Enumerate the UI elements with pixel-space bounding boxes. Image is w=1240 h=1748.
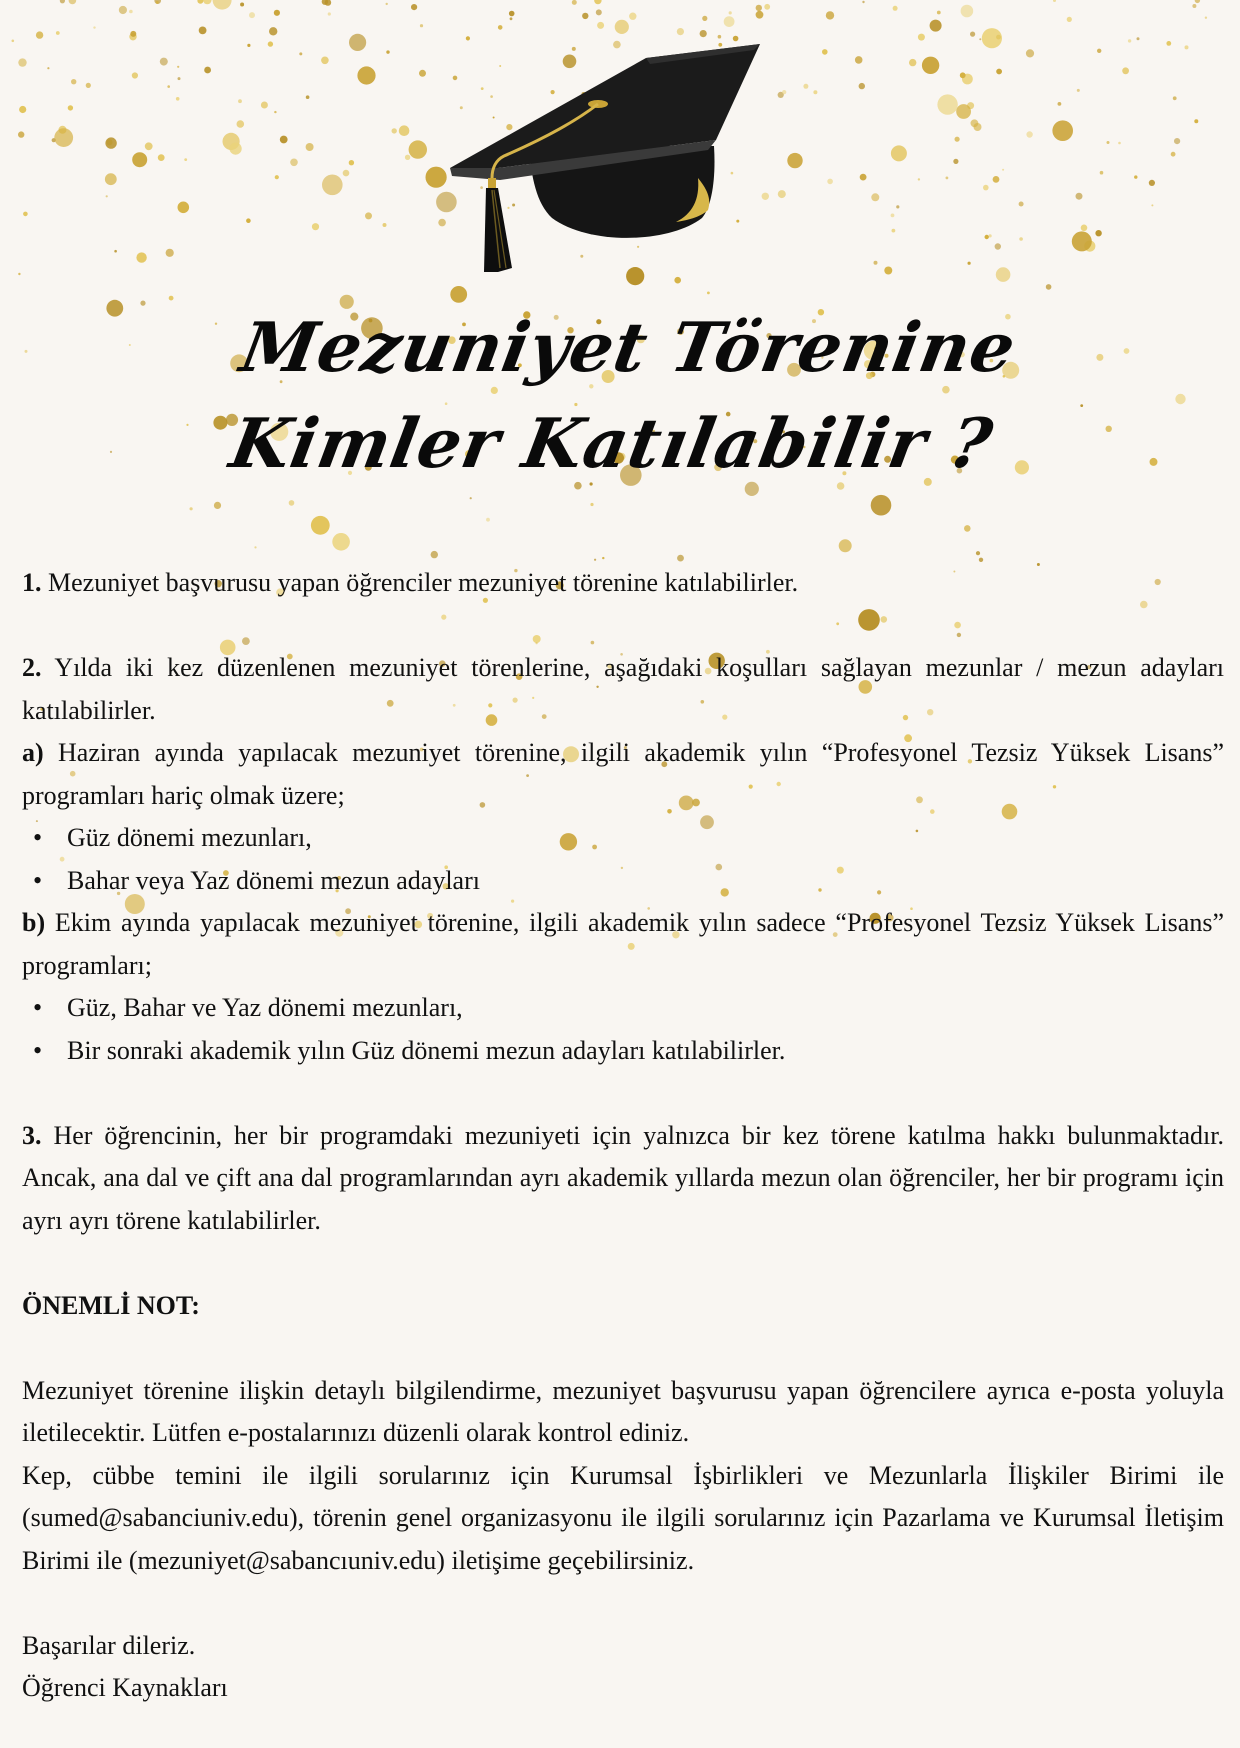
confetti-dot [1173, 96, 1177, 100]
confetti-dot [268, 41, 273, 46]
page-title [0, 300, 1240, 492]
confetti-dot [306, 143, 314, 151]
confetti-dot [105, 173, 117, 185]
confetti-dot [756, 11, 764, 19]
confetti-dot [105, 137, 116, 148]
section-2-number: 2. [22, 653, 42, 682]
confetti-dot [510, 17, 513, 20]
confetti-dot [237, 120, 245, 128]
confetti-dot [203, 0, 211, 4]
signature: Öğrenci Kaynakları [22, 1673, 228, 1702]
confetti-dot [56, 31, 60, 35]
confetti-dot [1205, 17, 1207, 19]
confetti-dot [36, 31, 43, 38]
confetti-dot [1058, 102, 1062, 106]
confetti-dot [1166, 41, 1171, 46]
confetti-dot [420, 24, 423, 27]
confetti-dot [629, 13, 636, 20]
confetti-dot [1107, 141, 1110, 144]
confetti-dot [431, 551, 438, 558]
confetti-dot [269, 27, 277, 35]
confetti-dot [486, 518, 490, 522]
confetti-dot [114, 250, 117, 253]
section-2b-list [22, 987, 1224, 1072]
section-2b-label: b) [22, 908, 46, 937]
confetti-dot [299, 52, 302, 55]
confetti-dot [1171, 152, 1176, 157]
confetti-dot [764, 4, 770, 10]
confetti-dot [937, 94, 957, 114]
confetti-dot [214, 502, 221, 509]
confetti-dot [602, 557, 604, 559]
confetti-dot [399, 125, 410, 136]
confetti-dot [946, 177, 949, 180]
confetti-dot [1081, 225, 1088, 232]
confetti-dot [1100, 171, 1104, 175]
confetti-dot [156, 1, 159, 4]
confetti-dot [69, 0, 77, 4]
confetti-dot [822, 49, 828, 55]
confetti-dot [383, 223, 387, 227]
confetti-dot [158, 154, 165, 161]
confetti-dot [274, 10, 280, 16]
confetti-dot [247, 44, 250, 47]
section-2a-list [22, 817, 1224, 902]
bullet: • [33, 993, 43, 1022]
confetti-dot [976, 551, 980, 555]
confetti-dot [1149, 180, 1155, 186]
confetti-dot [839, 539, 852, 552]
confetti-dot [306, 95, 310, 99]
confetti-dot [19, 106, 26, 113]
section-2-intro [22, 647, 1224, 732]
section-3-text: Her öğrencinin, her bir programdaki mezuniyeti için yalnızca bir kez törene katılma hakkı bulunmaktadır. Ancak, ana dal ve çift ana dal programlarından ayrı akademik yıllarda mezun olan öğrenciler, her bir programı için ayrı ayrı törene katılabilirler. [22, 1120, 1224, 1235]
confetti-dot [386, 50, 389, 53]
confetti-dot [778, 190, 786, 198]
confetti-dot [756, 5, 762, 11]
confetti-dot [177, 66, 179, 68]
confetti-dot [961, 5, 974, 18]
confetti-dot [1019, 202, 1024, 207]
confetti-dot [47, 67, 49, 69]
confetti-dot [132, 72, 138, 78]
section-1-number: 1. [22, 568, 42, 597]
confetti-dot [871, 495, 892, 516]
confetti-dot [197, 0, 203, 4]
confetti-dot [918, 34, 925, 41]
list-item: • Bir sonraki akademik yılın Güz dönemi mezun adayları katılabilirler. [22, 1030, 1224, 1073]
confetti-dot [93, 26, 95, 28]
confetti-dot [855, 56, 863, 64]
confetti-dot [1095, 230, 1101, 236]
confetti-dot [989, 234, 992, 237]
confetti-dot [86, 83, 91, 88]
confetti-dot [803, 84, 808, 89]
confetti-dot [1134, 175, 1137, 178]
confetti-dot [230, 143, 242, 155]
confetti-dot [590, 503, 593, 506]
confetti-dot [145, 142, 153, 150]
confetti-dot [930, 20, 942, 32]
confetti-dot [596, 9, 602, 15]
confetti-dot [922, 57, 939, 74]
confetti-dot [572, 0, 577, 5]
confetti-dot [1174, 138, 1180, 144]
confetti-dot [238, 99, 242, 103]
confetti-dot [23, 212, 28, 217]
confetti-dot [594, 559, 596, 561]
graduation-cap-icon [440, 28, 770, 283]
confetti-dot [1052, 120, 1073, 141]
confetti-dot [1185, 45, 1189, 49]
confetti-dot [891, 145, 907, 161]
list-item: • Güz dönemi mezunları, [22, 817, 1224, 860]
confetti-dot [409, 140, 427, 158]
bullet: • [33, 823, 43, 852]
confetti-dot [190, 507, 193, 510]
list-item: • Güz, Bahar ve Yaz dönemi mezunları, [22, 987, 1224, 1030]
confetti-dot [213, 0, 232, 10]
confetti-dot [813, 90, 817, 94]
confetti-dot [167, 85, 170, 88]
confetti-dot [68, 105, 73, 110]
confetti-dot [884, 267, 892, 275]
confetti-dot [178, 202, 190, 214]
confetti-dot [1026, 49, 1034, 57]
confetti-dot [1195, 0, 1200, 3]
confetti-dot [956, 104, 971, 119]
confetti-dot [357, 66, 375, 84]
confetti-dot [312, 223, 319, 230]
section-1 [22, 562, 1224, 605]
confetti-dot [18, 273, 20, 275]
confetti-dot [54, 128, 73, 147]
confetti-dot [240, 3, 244, 7]
confetti-dot [1097, 49, 1101, 53]
confetti-dot [937, 11, 941, 15]
confetti-dot [1019, 237, 1023, 241]
confetti-dot [918, 178, 920, 180]
confetti-dot [985, 235, 989, 239]
confetti-dot [964, 525, 971, 532]
confetti-dot [199, 27, 207, 35]
bullet: • [33, 1035, 43, 1065]
confetti-dot [968, 262, 971, 265]
bullet: • [33, 865, 43, 895]
confetti-dot [311, 516, 330, 535]
confetti-dot [132, 152, 147, 167]
confetti-dot [996, 35, 1001, 40]
confetti-dot [349, 34, 366, 51]
confetti-dot [289, 500, 295, 506]
title-line-2: Kimler Katılabilir ? [224, 404, 999, 484]
note-heading: ÖNEMLİ NOT: [22, 1290, 200, 1320]
list-item: • Bahar veya Yaz dönemi mezun adayları [22, 860, 1224, 903]
note-paragraph-1: Mezuniyet törenine ilişkin detaylı bilgilendirme, mezuniyet başvurusu yapan öğrencilere ayrıca e-posta yoluyla iletilecektir. Lütfen e-postalarınızı düzenli olarak kontrol ediniz. [22, 1375, 1224, 1447]
confetti-dot [166, 249, 174, 257]
confetti-dot [993, 176, 1000, 183]
confetti-dot [12, 40, 15, 43]
confetti-dot [249, 12, 255, 18]
confetti-dot [343, 170, 350, 177]
confetti-dot [18, 58, 26, 66]
confetti-dot [1118, 142, 1121, 145]
confetti-dot [909, 59, 916, 66]
confetti-dot [1122, 67, 1129, 74]
confetti-dot [893, 6, 898, 11]
confetti-dot [274, 111, 276, 113]
confetti-dot [119, 6, 127, 14]
confetti-dot [246, 218, 251, 223]
confetti-dot [979, 38, 981, 40]
confetti-dot [18, 131, 24, 137]
confetti-dot [1067, 17, 1072, 22]
confetti-dot [419, 70, 426, 77]
section-2b-text: Ekim ayında yapılacak mezuniyet törenine, ilgili akademik yılın sadece “Profesyonel Tezsiz Yüksek Lisans” programları; [22, 908, 1224, 980]
section-2-text: Yılda iki kez düzenlenen mezuniyet törenlerine, aşağıdaki koşulları sağlayan mezunlar / mezun adayları katılabilirler. [22, 653, 1224, 725]
confetti-dot [996, 69, 1002, 75]
confetti-dot [71, 79, 76, 84]
confetti-dot [1046, 284, 1052, 290]
confetti-dot [509, 11, 515, 17]
confetti-dot [261, 102, 268, 109]
confetti-dot [1026, 131, 1032, 137]
confetti-dot [1076, 193, 1083, 200]
section-1-text: Mezuniyet başvurusu yapan öğrenciler mezuniyet törenine katılabilirler. [41, 568, 799, 597]
confetti-dot [365, 212, 372, 219]
confetti-dot [677, 555, 684, 562]
confetti-dot [892, 229, 896, 233]
section-3 [22, 1115, 1224, 1243]
confetti-dot [130, 31, 136, 37]
confetti-dot [782, 90, 786, 94]
confetti-dot [332, 533, 350, 551]
confetti-dot [176, 97, 180, 101]
note-paragraph-2: Kep, cübbe temini ile ilgili sorularınız için Kurumsal İşbirlikleri ve Mezunlarla İlişkiler Birimi ile (sumed@sabanciuniv.edu), törenin genel organizasyonu ile ilgili sorularınız için Pazarlama ve Kurumsal İletişim Birimi ile (mezuniyet@sabancıuniv.edu) iletişime geçebilirsiniz. [22, 1460, 1224, 1575]
confetti-dot [136, 252, 146, 262]
section-2a [22, 732, 1224, 817]
section-2a-label: a) [22, 738, 44, 767]
confetti-dot [787, 153, 802, 168]
confetti-dot [960, 72, 966, 78]
confetti-dot [826, 11, 834, 19]
confetti-dot [860, 174, 867, 181]
confetti-dot [321, 57, 329, 65]
confetti-dot [871, 193, 879, 201]
confetti-dot [996, 267, 1011, 282]
confetti-dot [1192, 4, 1196, 8]
confetti-dot [411, 4, 417, 10]
confetti-dot [702, 16, 707, 21]
confetti-dot [386, 3, 388, 5]
confetti-dot [707, 292, 710, 295]
confetti-dot [582, 13, 588, 19]
confetti-dot [178, 77, 181, 80]
title-line-1: Mezuniyet Törenine [234, 308, 1022, 388]
confetti-dot [729, 11, 732, 14]
confetti-dot [953, 159, 958, 164]
section-3-number: 3. [22, 1120, 42, 1150]
confetti-dot [349, 160, 354, 165]
confetti-dot [896, 205, 899, 208]
confetti-dot [1137, 37, 1140, 40]
confetti-dot [1002, 169, 1004, 171]
confetti-dot [280, 136, 288, 144]
confetti-dot [859, 83, 865, 89]
confetti-dot [594, 0, 601, 4]
confetti-dot [470, 497, 472, 499]
confetti-dot [955, 137, 960, 142]
confetti-dot [160, 58, 168, 66]
confetti-dot [129, 10, 133, 14]
confetti-dot [862, 1, 864, 3]
confetti-dot [290, 159, 298, 167]
confetti-dot [106, 195, 108, 197]
confetti-dot [1194, 119, 1198, 123]
confetti-dot [974, 123, 982, 131]
confetti-dot [184, 158, 187, 161]
document-body [22, 562, 1224, 1710]
confetti-dot [1072, 231, 1092, 251]
confetti-dot [995, 243, 1001, 249]
confetti-dot [827, 179, 833, 185]
confetti-dot [204, 67, 211, 74]
section-2a-text: Haziran ayında yapılacak mezuniyet törenine, ilgili akademik yılın “Profesyonel Tezsiz Yüksek Lisans” programları hariç olmak üzere; [22, 738, 1224, 810]
confetti-dot [328, 12, 331, 15]
confetti-dot [1053, 0, 1056, 2]
confetti-dot [1128, 39, 1131, 42]
confetti-dot [724, 16, 735, 27]
confetti-dot [322, 175, 343, 196]
confetti-dot [275, 175, 279, 179]
confetti-dot [891, 214, 895, 218]
confetti-dot [60, 0, 65, 3]
confetti-dot [874, 261, 878, 265]
section-2b [22, 902, 1224, 987]
confetti-dot [970, 31, 975, 36]
confetti-dot [405, 155, 410, 160]
confetti-dot [983, 185, 989, 191]
closing-line-1: Başarılar dileriz. [22, 1630, 196, 1660]
confetti-dot [1077, 89, 1080, 92]
confetti-dot [1151, 204, 1153, 206]
confetti-dot [254, 546, 256, 548]
confetti-dot [392, 128, 397, 133]
